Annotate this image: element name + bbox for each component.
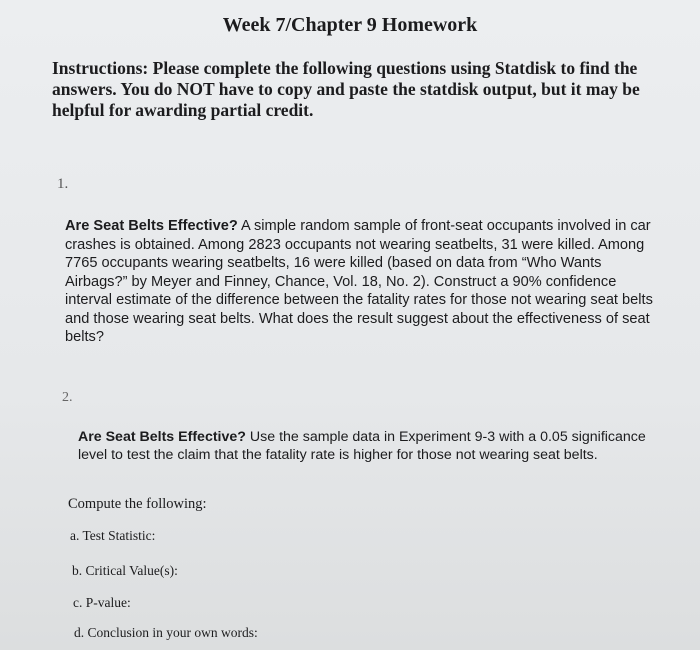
compute-label: Compute the following: <box>68 496 207 512</box>
page-title: Week 7/Chapter 9 Homework <box>222 14 478 36</box>
compute-item-p-value: c. P-value: <box>73 595 131 610</box>
question-2-number: 2. <box>62 390 73 405</box>
question-2-heading: Are Seat Belts Effective? <box>78 429 246 445</box>
question-2-body: Use the sample data in Experiment 9-3 with a 0.05 significance level to test the claim that the fatality rate is higher for those not wearing seat belts. <box>78 429 646 463</box>
compute-item-critical-values: b. Critical Value(s): <box>72 563 178 578</box>
question-1-number: 1. <box>57 176 69 192</box>
compute-item-conclusion: d. Conclusion in your own words: <box>74 625 258 640</box>
question-1-text <box>65 217 665 347</box>
instructions-paragraph: Instructions: Please complete the following questions using Statdisk to find the answers. You do NOT have to copy and paste the statdisk output, but it may be helpful for awarding partial credit. <box>52 58 640 120</box>
question-1-heading: Are Seat Belts Effective? <box>65 218 238 234</box>
question-1-body: A simple random sample of front-seat occupants involved in car crashes is obtained. Among 2823 occupants not wearing seatbelts, 31 were killed. Among 7765 occupants wearing seatbelts, 16 were killed (based on data from “Who Wants Airbags?” by Meyer and Finney, Chance, Vol. 18, No. 2). Construct a 90% confidence interval estimate of the difference between the fatality rates for those not wearing seat belts and those wearing seat belts. What does the result suggest about the effectiveness of seat belts? <box>65 218 653 345</box>
compute-item-test-statistic: a. Test Statistic: <box>70 528 156 543</box>
question-2-text <box>78 428 663 464</box>
